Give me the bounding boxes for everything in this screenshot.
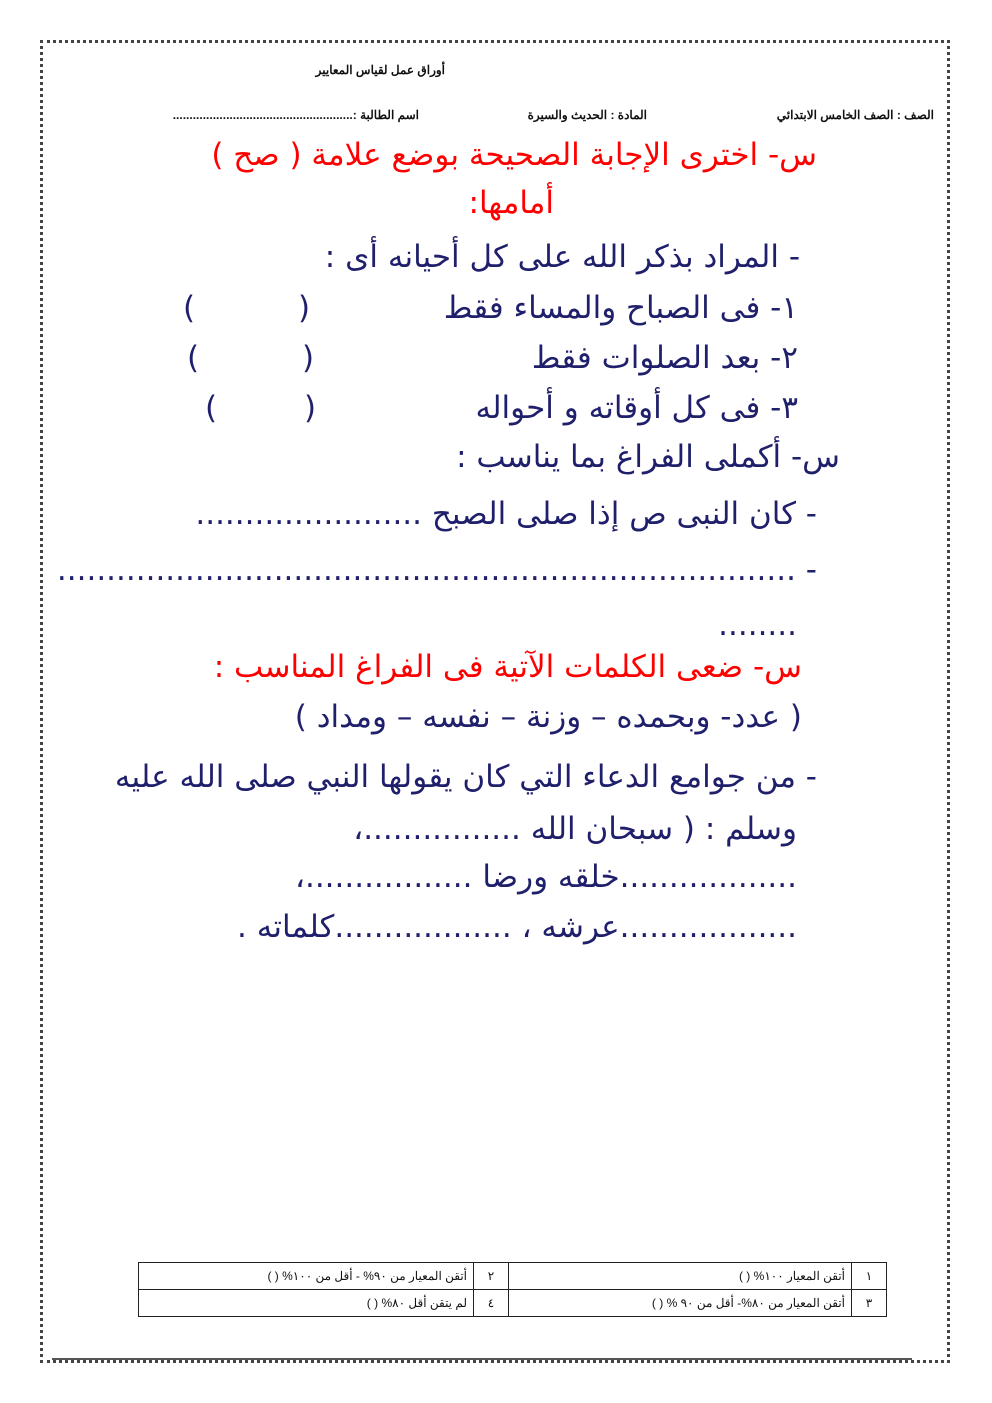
bottom-rule: [52, 1358, 912, 1360]
question3-line1: - من جوامع الدعاء التي كان يقولها النبي صلى الله عليه: [114, 759, 817, 795]
subject-label: المادة : الحديث والسيرة: [527, 108, 647, 122]
table-row: [139, 1290, 887, 1317]
criteria-number: ١: [852, 1263, 887, 1290]
question3-word-bank: ( عدد- وبحمده – وزنة – نفسه – ومداد ): [294, 699, 802, 735]
question1-option-1: ١- فى الصباح والمساء فقط: [443, 290, 798, 326]
question1-option-2: ٢- بعد الصلوات فقط: [531, 340, 798, 376]
answer-box-3-close[interactable]: ): [205, 390, 218, 426]
question2-title: س- أكملى الفراغ بما يناسب :: [456, 439, 840, 475]
answer-box-2-close[interactable]: ): [187, 340, 200, 376]
question1-stem: - المراد بذكر الله على كل أحيانه أى :: [324, 239, 800, 275]
criteria-cell[interactable]: أتقن المعيار ١٠٠% ( ): [509, 1263, 852, 1290]
criteria-cell[interactable]: أتقن المعيار من ٨٠%- أقل من ٩٠ % ( ): [509, 1290, 852, 1317]
criteria-number: ٢: [474, 1263, 509, 1290]
criteria-cell[interactable]: أتقن المعيار من ٩٠% - أقل من ١٠٠% ( ): [139, 1263, 474, 1290]
question3-line4[interactable]: ..................عرشه ، ..................كلماته .: [237, 909, 797, 945]
criteria-number: ٤: [474, 1290, 509, 1317]
criteria-number: ٣: [852, 1290, 887, 1317]
question3-title: س- ضعى الكلمات الآتية فى الفراغ المناسب :: [213, 649, 802, 685]
question1-title-line1: س- اخترى الإجابة الصحيحة بوضع علامة ( صح ): [211, 137, 817, 173]
answer-box-2-open[interactable]: (: [302, 340, 315, 376]
question1-option-3: ٣- فى كل أوقاته و أحواله: [475, 390, 798, 426]
criteria-table: [138, 1262, 887, 1317]
question1-title-line2: أمامها:: [468, 185, 554, 221]
question2-line2[interactable]: - ...........................................................................: [56, 552, 817, 588]
question2-line1[interactable]: - كان النبى ص إذا صلى الصبح .......................: [195, 496, 817, 532]
criteria-cell[interactable]: لم يتقن أقل ٨٠% ( ): [139, 1290, 474, 1317]
answer-box-3-open[interactable]: (: [304, 390, 317, 426]
worksheet-title: أوراق عمل لقياس المعايير: [315, 63, 445, 77]
student-name-field[interactable]: اسم الطالبة :......................................................: [172, 108, 419, 122]
question3-line3[interactable]: ..................خلقه ورضا .................،: [294, 859, 797, 895]
table-row: [139, 1263, 887, 1290]
answer-box-1-open[interactable]: (: [298, 290, 311, 326]
question3-line2[interactable]: وسلم : ( سبحان الله ................،: [353, 811, 797, 847]
class-label: الصف : الصف الخامس الابتدائي: [776, 108, 934, 122]
question2-line3[interactable]: ........: [718, 607, 797, 643]
answer-box-1-close[interactable]: ): [183, 290, 196, 326]
